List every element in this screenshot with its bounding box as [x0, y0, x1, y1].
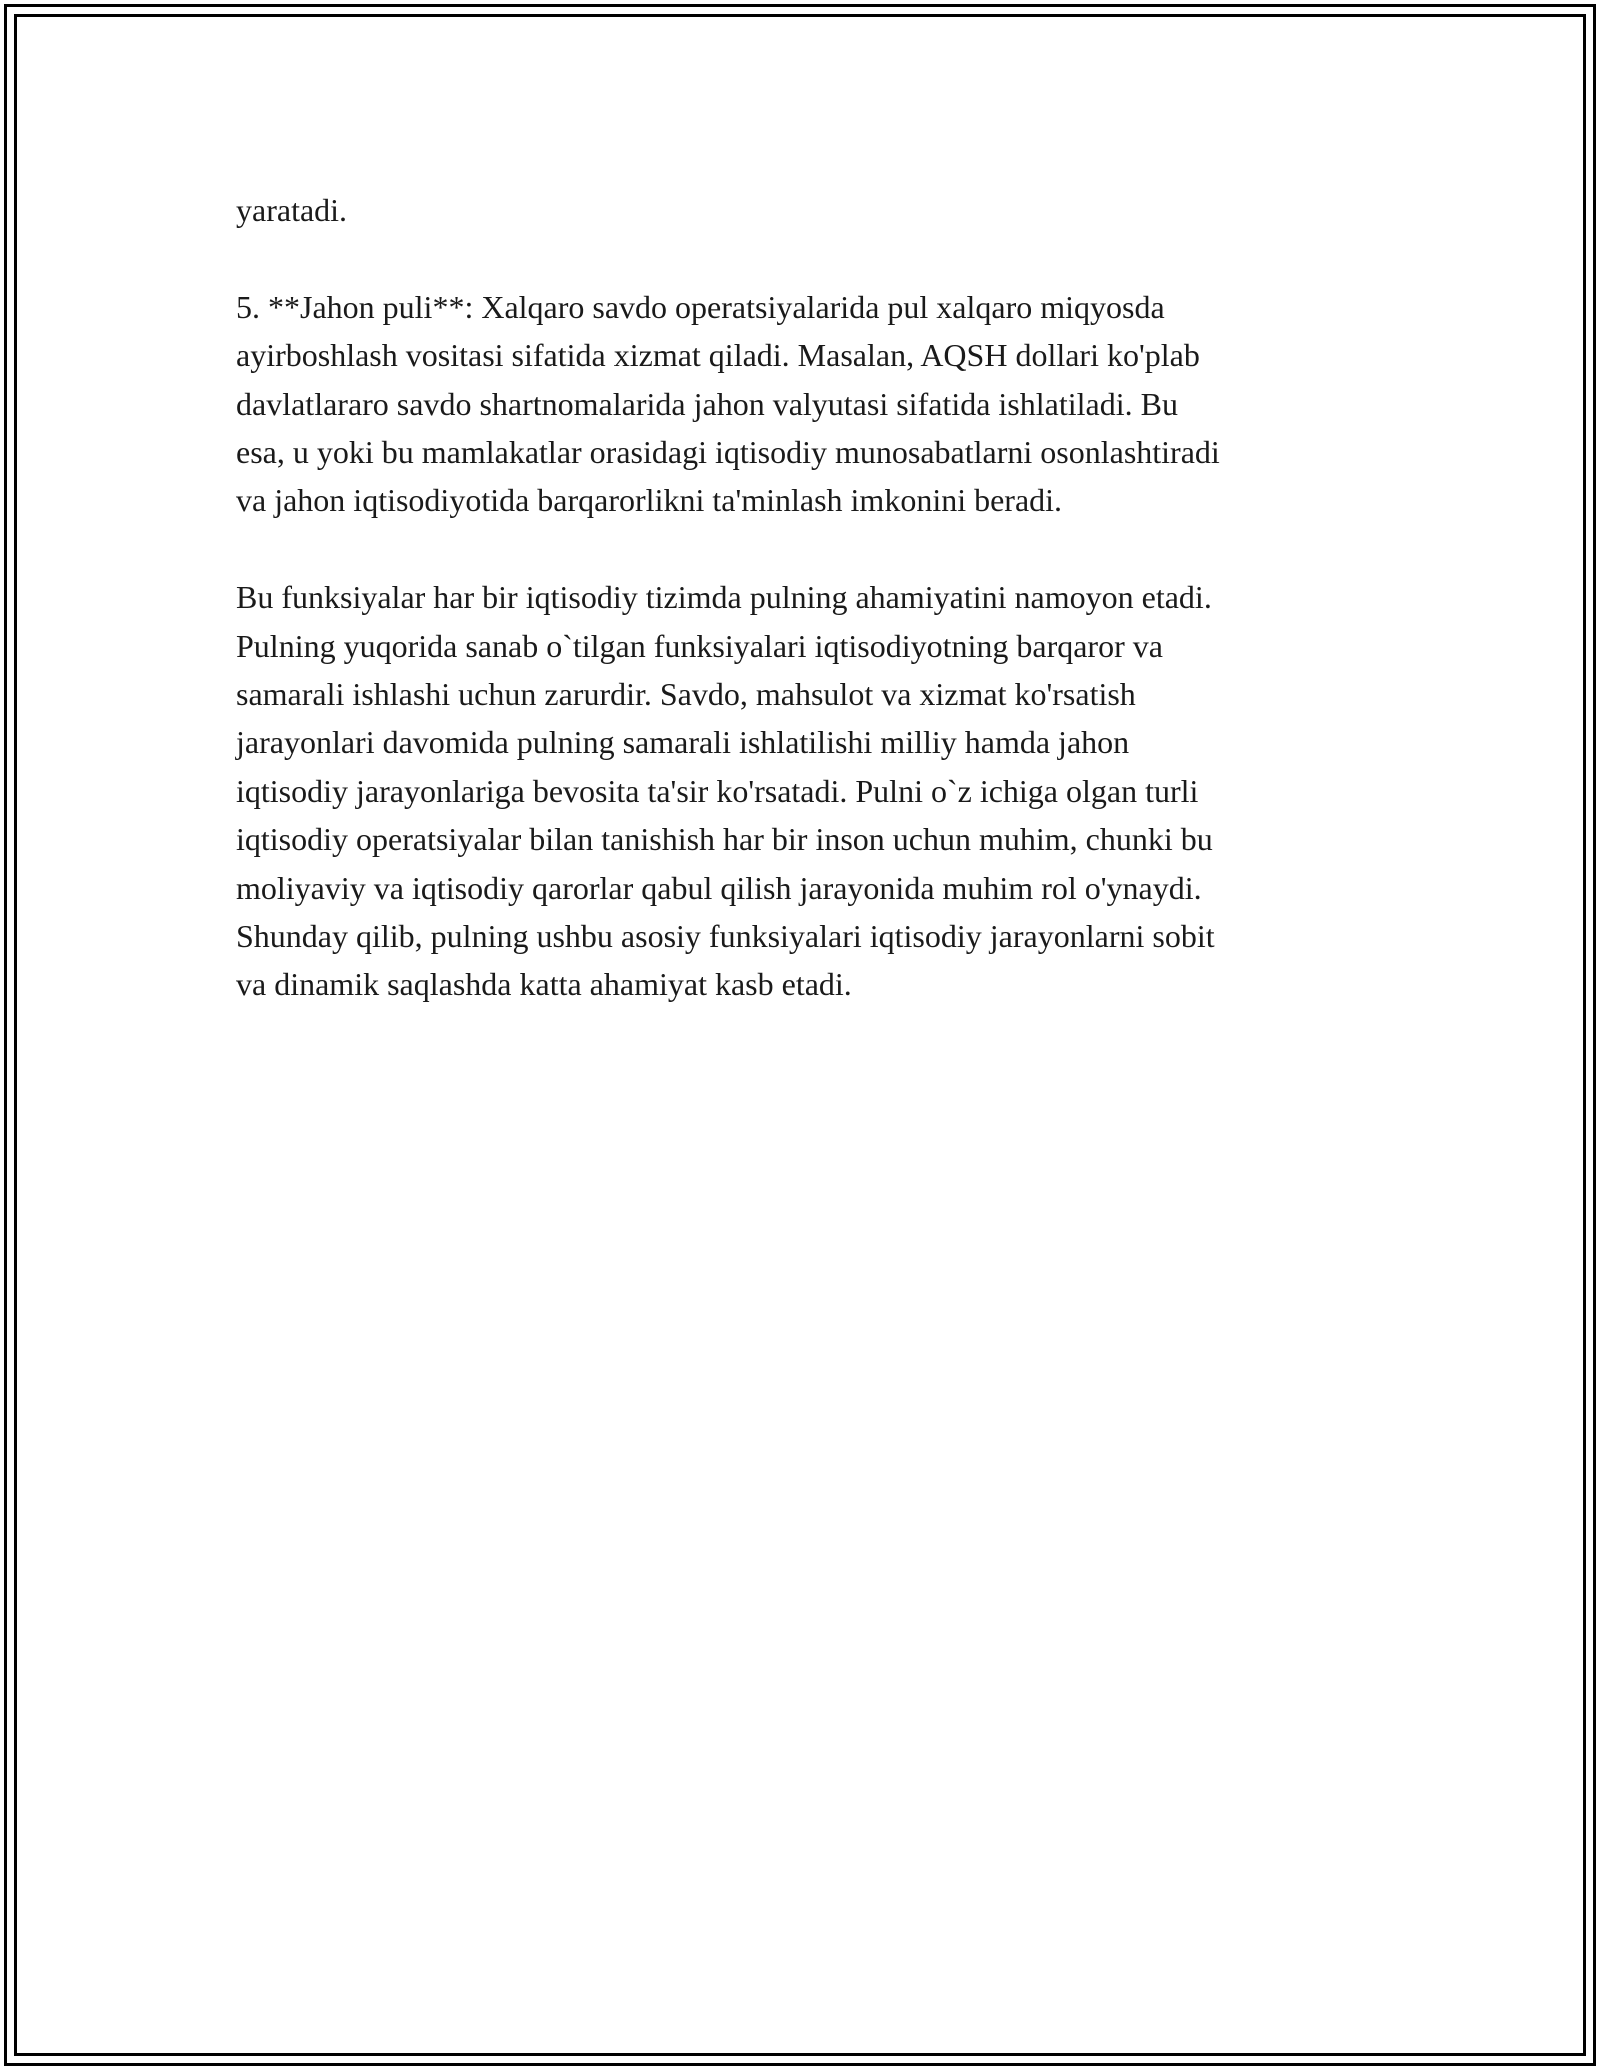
text-line: esa, u yoki bu mamlakatlar orasidagi iqtisodiy munosabatlarni osonlashtiradi — [236, 434, 1220, 471]
text-line: Shunday qilib, pulning ushbu asosiy funksiyalari iqtisodiy jarayonlarni sobit — [236, 918, 1215, 955]
paragraph-jahon-puli — [236, 283, 1386, 525]
paragraph-continuation — [236, 186, 1386, 234]
text-line: iqtisodiy jarayonlariga bevosita ta'sir ko'rsatadi. Pulni o`z ichiga olgan turli — [236, 772, 1199, 809]
text-line: moliyaviy va iqtisodiy qarorlar qabul qilish jarayonida muhim rol o'ynaydi. — [236, 869, 1202, 906]
document-body — [236, 186, 1386, 1009]
text-line: 5. **Jahon puli**: Xalqaro savdo operatsiyalarida pul xalqaro miqyosda — [236, 288, 1165, 325]
text-line: samarali ishlashi uchun zarurdir. Savdo, mahsulot va xizmat ko'rsatish — [236, 676, 1136, 713]
paragraph-spacer — [236, 525, 1386, 573]
text-line: Bu funksiyalar har bir iqtisodiy tizimda pulning ahamiyatini namoyon etadi. — [236, 579, 1212, 616]
text-line: yaratadi. — [236, 192, 348, 228]
paragraph-spacer — [236, 234, 1386, 282]
text-line: ayirboshlash vositasi sifatida xizmat qiladi. Masalan, AQSH dollari ko'plab — [236, 337, 1200, 374]
text-line: iqtisodiy operatsiyalar bilan tanishish har bir inson uchun muhim, chunki bu — [236, 821, 1213, 858]
paragraph-conclusion — [236, 573, 1386, 1009]
text-line: davlatlararo savdo shartnomalarida jahon valyutasi sifatida ishlatiladi. Bu — [236, 385, 1178, 422]
text-line: va dinamik saqlashda katta ahamiyat kasb etadi. — [236, 966, 852, 1003]
text-line: Pulning yuqorida sanab o`tilgan funksiyalari iqtisodiyotning barqaror va — [236, 627, 1163, 664]
text-line: jarayonlari davomida pulning samarali ishlatilishi milliy hamda jahon — [236, 724, 1130, 761]
text-line: va jahon iqtisodiyotida barqarorlikni ta'minlash imkonini beradi. — [236, 482, 1063, 519]
